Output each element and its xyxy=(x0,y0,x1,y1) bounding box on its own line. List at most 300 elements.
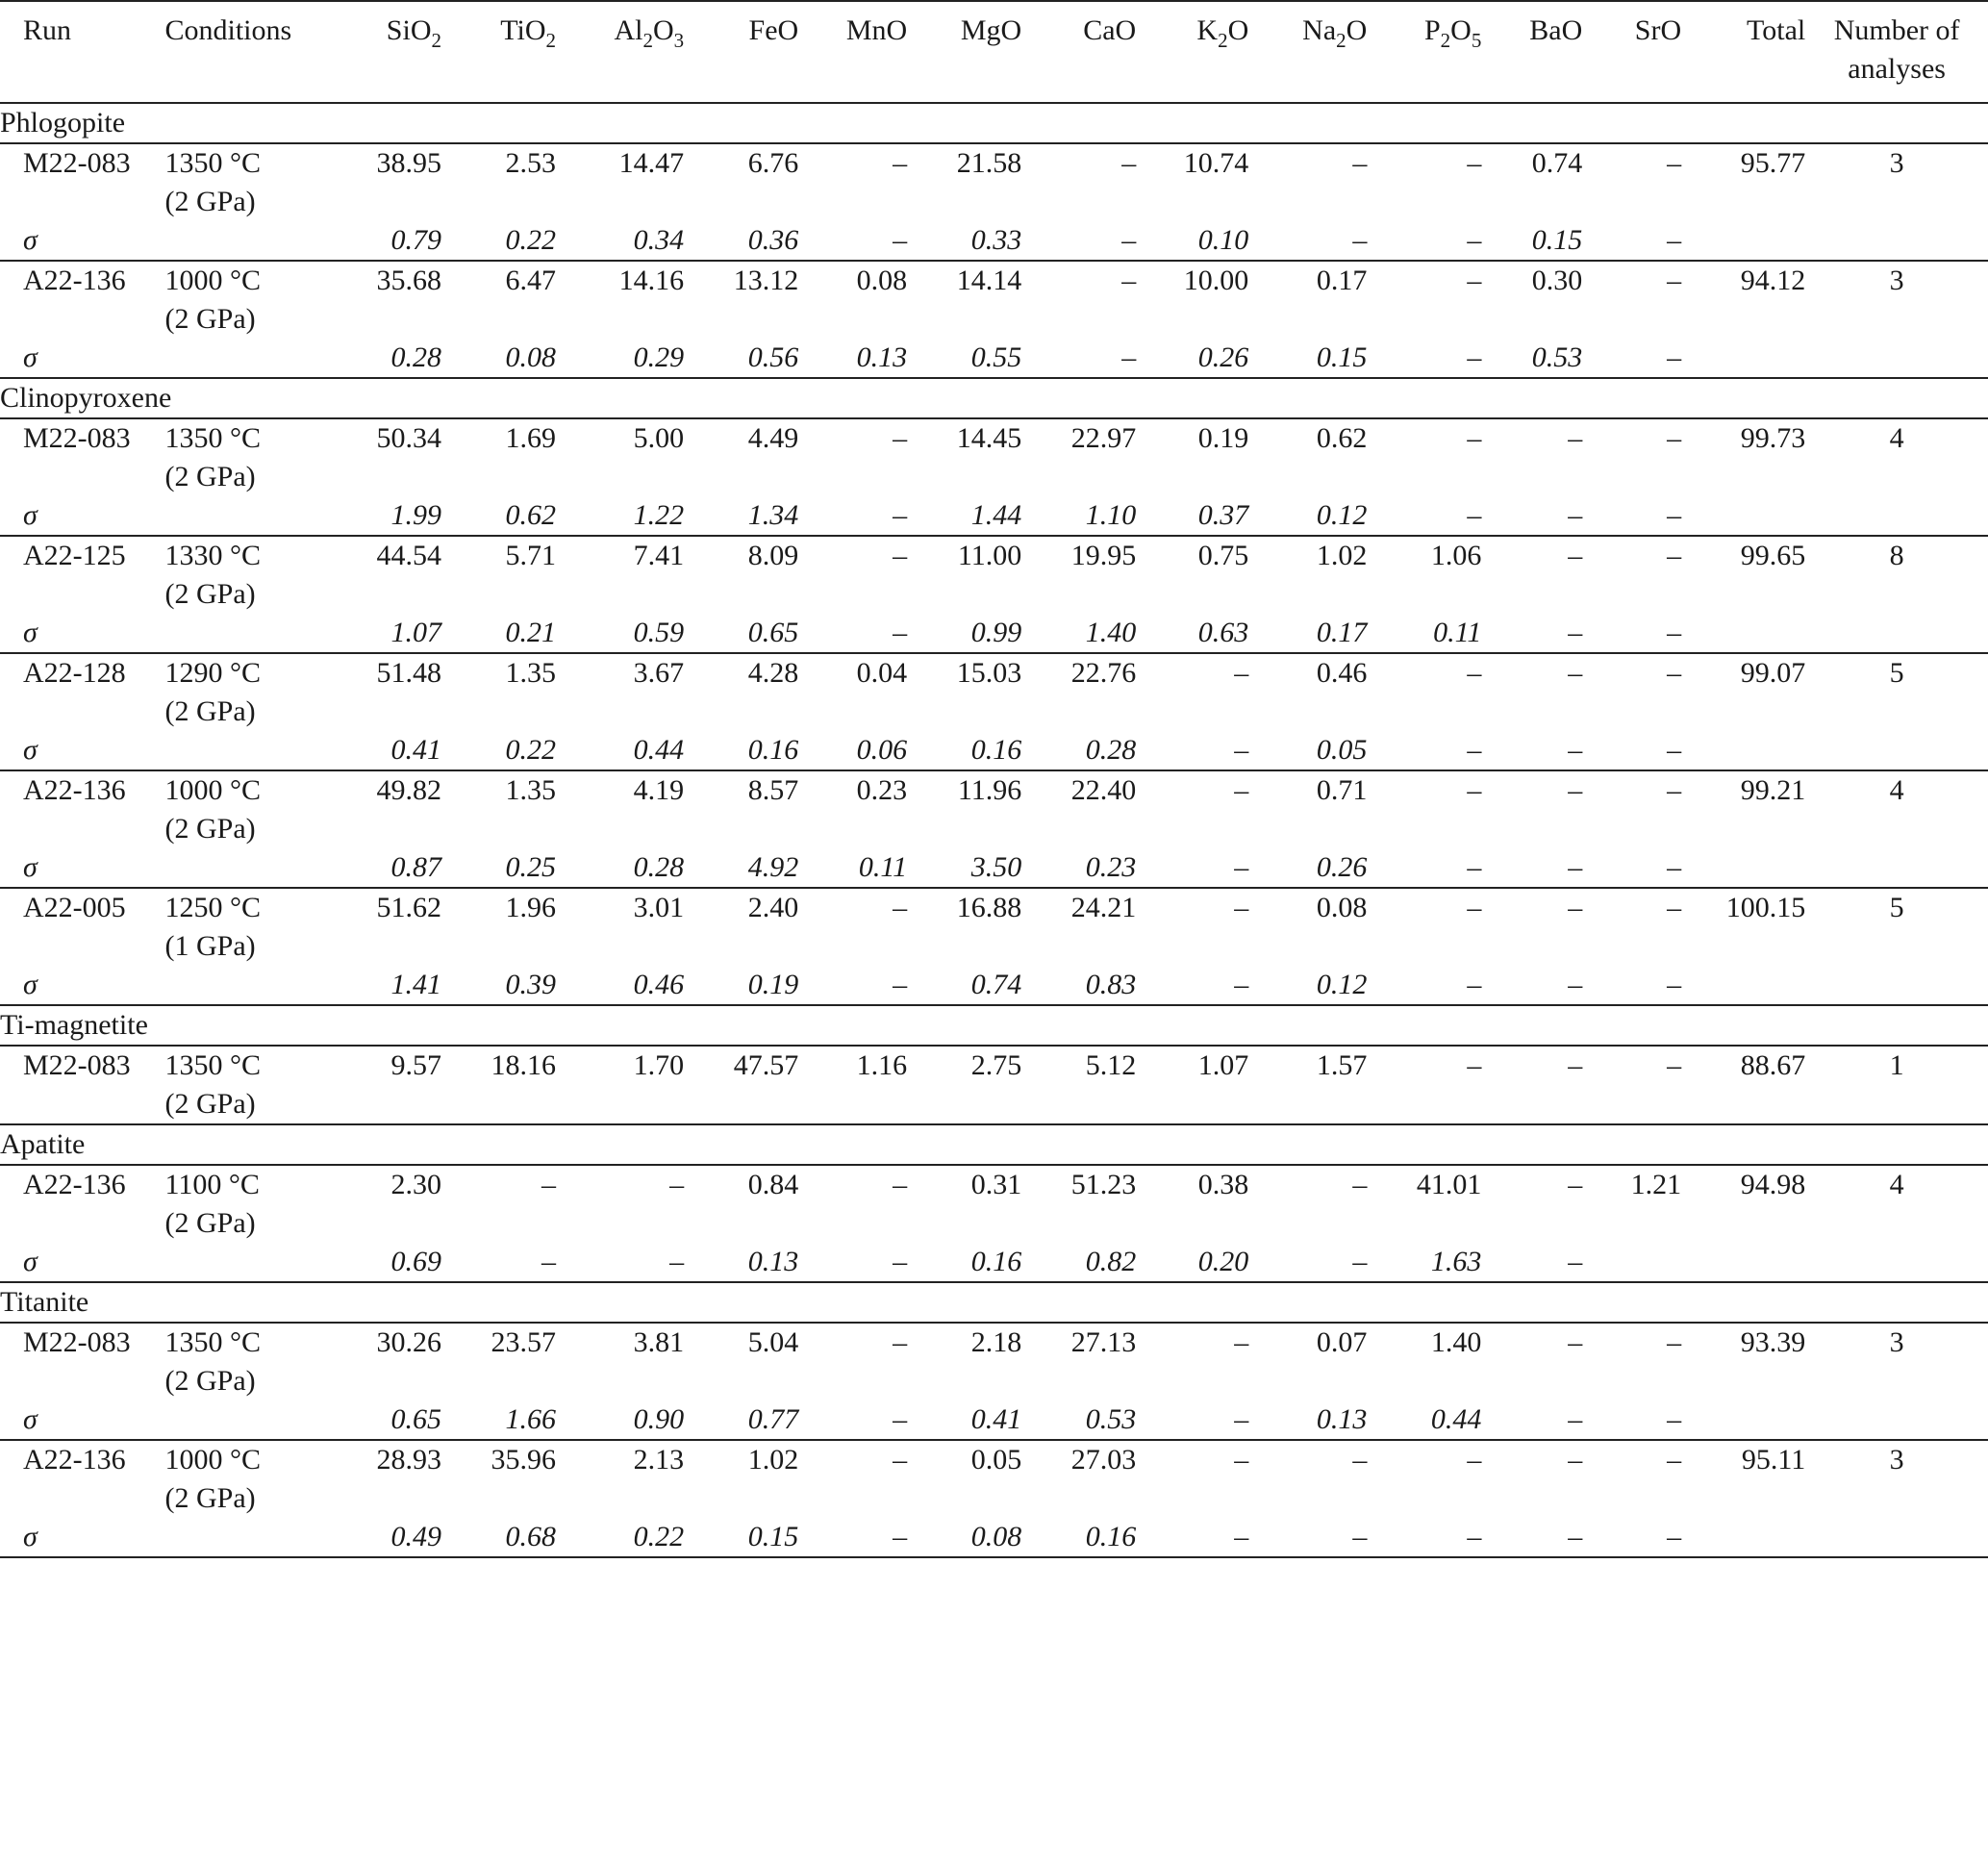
value-cell: 1.40 xyxy=(1430,1326,1482,1358)
value-cell: – xyxy=(1467,774,1482,806)
value-cell: 27.03 xyxy=(1070,1444,1137,1476)
value-cell: 51.62 xyxy=(376,892,441,923)
value-cell: 14.14 xyxy=(956,265,1022,296)
sigma-cell: – xyxy=(1136,1400,1248,1440)
sigma-label: σ xyxy=(0,1518,164,1557)
value-cell: 4.49 xyxy=(747,422,799,454)
sigma-cell: 0.90 xyxy=(556,1400,684,1440)
sigma-label: σ xyxy=(0,1243,164,1282)
value-cell: – xyxy=(1568,892,1583,923)
sigma-cell: 0.15 xyxy=(1248,339,1367,378)
value-cell: 0.30 xyxy=(1531,265,1583,296)
sigma-cell: – xyxy=(1367,731,1481,770)
value-cell: – xyxy=(893,540,908,571)
run-id-cell: A22-136 xyxy=(23,1169,126,1200)
value-cell: 1.96 xyxy=(505,892,557,923)
sigma-cell: 0.22 xyxy=(556,1518,684,1557)
value-cell: – xyxy=(1352,1444,1368,1476)
value-cell: 22.97 xyxy=(1070,422,1137,454)
value-cell: 41.01 xyxy=(1416,1169,1482,1200)
sigma-cell: 0.25 xyxy=(441,848,556,888)
value-cell: 0.07 xyxy=(1316,1326,1368,1358)
sigma-cell: 0.16 xyxy=(907,1243,1021,1282)
value-cell: – xyxy=(1568,422,1583,454)
analyses-count-cell: 8 xyxy=(1889,540,1904,571)
sigma-cell: 0.49 xyxy=(344,1518,441,1557)
sigma-cell: – xyxy=(1481,966,1582,1005)
header-run: Run xyxy=(0,1,164,103)
value-cell: – xyxy=(1667,265,1682,296)
value-cell: – xyxy=(1667,147,1682,179)
sigma-cell: – xyxy=(1582,1400,1681,1440)
total-cell: 99.21 xyxy=(1740,774,1806,806)
header-mgo: MgO xyxy=(907,1,1021,103)
sigma-cell: 0.39 xyxy=(441,966,556,1005)
table-row xyxy=(0,261,1988,339)
header-tio2: TiO$_2$ xyxy=(441,1,556,103)
sigma-cell: – xyxy=(1367,848,1481,888)
value-cell: 14.45 xyxy=(956,422,1022,454)
pressure: (2 GPa) xyxy=(164,186,256,217)
empty-cell xyxy=(164,221,344,261)
value-cell: 23.57 xyxy=(491,1326,557,1358)
value-cell: 2.40 xyxy=(747,892,799,923)
sigma-cell: 0.87 xyxy=(344,848,441,888)
conditions-cell xyxy=(164,1165,344,1243)
sigma-row xyxy=(0,966,1988,1005)
sigma-cell: 1.22 xyxy=(556,496,684,536)
sigma-cell: 0.13 xyxy=(798,339,907,378)
sigma-cell: 0.28 xyxy=(344,339,441,378)
value-cell: – xyxy=(1467,422,1482,454)
empty-cell xyxy=(1681,221,1805,261)
sigma-cell: 0.37 xyxy=(1136,496,1248,536)
conditions-cell xyxy=(164,888,344,966)
value-cell: 0.23 xyxy=(856,774,908,806)
value-cell: 2.75 xyxy=(907,1046,1021,1124)
analyses-count-cell: 4 xyxy=(1889,774,1904,806)
value-cell: – xyxy=(893,422,908,454)
sigma-cell: 0.11 xyxy=(798,848,907,888)
sigma-cell: – xyxy=(1582,221,1681,261)
value-cell: 8.57 xyxy=(747,774,799,806)
value-cell: 19.95 xyxy=(1070,540,1137,571)
sigma-label: σ xyxy=(0,848,164,888)
sigma-cell: – xyxy=(1481,1400,1582,1440)
value-cell: – xyxy=(1352,1169,1368,1200)
empty-cell xyxy=(1681,614,1805,653)
run-id-cell: A22-128 xyxy=(23,657,126,689)
value-cell: 0.08 xyxy=(856,265,908,296)
sigma-cell: – xyxy=(1367,966,1481,1005)
sigma-cell: – xyxy=(1481,731,1582,770)
sigma-cell: – xyxy=(1136,848,1248,888)
value-cell: – xyxy=(893,892,908,923)
run-id-cell: M22-083 xyxy=(23,422,131,454)
sigma-cell: – xyxy=(1582,496,1681,536)
sigma-cell: – xyxy=(1481,848,1582,888)
sigma-cell: – xyxy=(798,614,907,653)
value-cell: – xyxy=(893,1326,908,1358)
sigma-cell: – xyxy=(1367,1518,1481,1557)
sigma-cell: 0.41 xyxy=(344,731,441,770)
empty-cell xyxy=(1805,731,1988,770)
sigma-cell: 1.34 xyxy=(684,496,798,536)
analyses-count-cell: 3 xyxy=(1889,1326,1904,1358)
sigma-cell: 0.21 xyxy=(441,614,556,653)
sigma-cell: 0.46 xyxy=(556,966,684,1005)
sigma-cell: 0.23 xyxy=(1021,848,1136,888)
sigma-cell: 0.16 xyxy=(684,731,798,770)
table-row xyxy=(0,1165,1988,1243)
sigma-cell: – xyxy=(1248,1243,1367,1282)
sigma-cell: – xyxy=(1582,731,1681,770)
temperature: 1350 °C xyxy=(164,1326,261,1358)
empty-cell xyxy=(1805,221,1988,261)
sigma-cell: – xyxy=(798,1400,907,1440)
sigma-row xyxy=(0,221,1988,261)
empty-cell xyxy=(164,848,344,888)
sigma-label: σ xyxy=(0,614,164,653)
sigma-cell: 0.08 xyxy=(441,339,556,378)
empty-cell xyxy=(1681,496,1805,536)
sigma-cell: – xyxy=(1136,731,1248,770)
sigma-cell: – xyxy=(798,496,907,536)
sigma-cell: 0.20 xyxy=(1136,1243,1248,1282)
sigma-cell: 0.44 xyxy=(1367,1400,1481,1440)
value-cell: – xyxy=(1568,540,1583,571)
value-cell: 1.35 xyxy=(505,774,557,806)
value-cell: – xyxy=(1352,147,1368,179)
value-cell: – xyxy=(1467,892,1482,923)
sigma-cell: 3.50 xyxy=(907,848,1021,888)
value-cell: 1.57 xyxy=(1248,1046,1367,1124)
value-cell: 51.48 xyxy=(376,657,441,689)
value-cell: – xyxy=(1481,1046,1582,1124)
temperature: 1000 °C xyxy=(164,774,261,806)
temperature: 1100 °C xyxy=(164,1169,260,1200)
pressure: (2 GPa) xyxy=(164,303,256,335)
run-id-cell: A22-005 xyxy=(23,892,126,923)
value-cell: 16.88 xyxy=(956,892,1022,923)
sigma-cell: – xyxy=(1481,1518,1582,1557)
sigma-row xyxy=(0,496,1988,536)
empty-cell xyxy=(164,966,344,1005)
sigma-cell: 0.15 xyxy=(684,1518,798,1557)
run-id-cell: M22-083 xyxy=(23,1326,131,1358)
header-conditions: Conditions xyxy=(164,1,344,103)
value-cell: – xyxy=(1568,1444,1583,1476)
value-cell: – xyxy=(1667,540,1682,571)
sigma-cell: 0.55 xyxy=(907,339,1021,378)
table-row xyxy=(0,143,1988,221)
value-cell: 21.58 xyxy=(956,147,1022,179)
value-cell: – xyxy=(1234,892,1249,923)
sigma-cell: 1.99 xyxy=(344,496,441,536)
sigma-cell: 0.74 xyxy=(907,966,1021,1005)
value-cell: 13.12 xyxy=(733,265,799,296)
value-cell: 0.17 xyxy=(1316,265,1368,296)
value-cell: 0.62 xyxy=(1316,422,1368,454)
value-cell: 28.93 xyxy=(376,1444,441,1476)
empty-cell xyxy=(164,614,344,653)
sigma-cell: 0.34 xyxy=(556,221,684,261)
sigma-cell: – xyxy=(441,1243,556,1282)
section-header-row xyxy=(0,1282,1988,1323)
value-cell: 1.02 xyxy=(1316,540,1368,571)
run-id-cell: A22-136 xyxy=(23,1444,126,1476)
sigma-cell: 0.19 xyxy=(684,966,798,1005)
value-cell: 0.46 xyxy=(1316,657,1368,689)
value-cell: 1.02 xyxy=(747,1444,799,1476)
analyses-count-cell: 3 xyxy=(1889,147,1904,179)
total-cell: 93.39 xyxy=(1740,1326,1806,1358)
value-cell: 22.76 xyxy=(1070,657,1137,689)
table-row xyxy=(0,888,1988,966)
sigma-label: σ xyxy=(0,221,164,261)
sigma-cell: – xyxy=(798,1243,907,1282)
value-cell: 3.81 xyxy=(633,1326,685,1358)
sigma-cell xyxy=(1582,1243,1681,1282)
value-cell: 11.96 xyxy=(957,774,1022,806)
value-cell: 14.16 xyxy=(618,265,685,296)
value-cell: – xyxy=(1234,774,1249,806)
sigma-cell: 0.62 xyxy=(441,496,556,536)
temperature: 1250 °C xyxy=(164,892,261,923)
total-cell: 99.07 xyxy=(1740,657,1806,689)
value-cell: – xyxy=(1467,657,1482,689)
sigma-cell: – xyxy=(1481,496,1582,536)
value-cell: 0.05 xyxy=(970,1444,1022,1476)
value-cell: 47.57 xyxy=(684,1046,798,1124)
value-cell: – xyxy=(1568,774,1583,806)
value-cell: 5.12 xyxy=(1021,1046,1136,1124)
sigma-cell: 4.92 xyxy=(684,848,798,888)
sigma-cell: 0.69 xyxy=(344,1243,441,1282)
sigma-cell: 1.07 xyxy=(344,614,441,653)
value-cell: 10.00 xyxy=(1183,265,1249,296)
run-id-cell: A22-136 xyxy=(23,265,126,296)
sigma-cell: – xyxy=(1582,848,1681,888)
conditions-cell xyxy=(164,1440,344,1518)
value-cell: – xyxy=(1234,657,1249,689)
temperature: 1350 °C xyxy=(164,147,261,179)
sigma-cell: 0.28 xyxy=(556,848,684,888)
value-cell: – xyxy=(1568,1169,1583,1200)
value-cell: – xyxy=(1667,422,1682,454)
value-cell: – xyxy=(1467,1444,1482,1476)
conditions-cell xyxy=(164,143,344,221)
sigma-cell: – xyxy=(1582,339,1681,378)
table-row xyxy=(0,1440,1988,1518)
sigma-cell: 0.68 xyxy=(441,1518,556,1557)
value-cell: 0.31 xyxy=(970,1169,1022,1200)
sigma-cell: 0.16 xyxy=(907,731,1021,770)
sigma-cell: 0.82 xyxy=(1021,1243,1136,1282)
value-cell: 3.67 xyxy=(633,657,685,689)
sigma-cell: 0.33 xyxy=(907,221,1021,261)
conditions-cell xyxy=(164,1046,344,1124)
sigma-cell: – xyxy=(1481,1243,1582,1282)
sigma-cell: 0.11 xyxy=(1367,614,1481,653)
value-cell: 38.95 xyxy=(376,147,441,179)
sigma-cell: 0.79 xyxy=(344,221,441,261)
sigma-row xyxy=(0,339,1988,378)
sigma-cell: 0.17 xyxy=(1248,614,1367,653)
run-id-cell: M22-083 xyxy=(23,147,131,179)
section-header-row xyxy=(0,103,1988,143)
value-cell: 5.00 xyxy=(633,422,685,454)
value-cell: 0.74 xyxy=(1531,147,1583,179)
header-mno: MnO xyxy=(798,1,907,103)
empty-cell xyxy=(164,731,344,770)
conditions-cell xyxy=(164,653,344,731)
header-p2o5: $P_2O_5$ xyxy=(1367,1,1481,103)
empty-cell xyxy=(1681,1400,1805,1440)
value-cell: 6.47 xyxy=(505,265,557,296)
value-cell: 2.13 xyxy=(633,1444,685,1476)
value-cell: – xyxy=(1467,265,1482,296)
empty-cell xyxy=(1681,339,1805,378)
value-cell: 9.57 xyxy=(344,1046,441,1124)
sigma-cell: 0.41 xyxy=(907,1400,1021,1440)
sigma-row xyxy=(0,848,1988,888)
value-cell: 44.54 xyxy=(376,540,441,571)
sigma-cell: 0.53 xyxy=(1481,339,1582,378)
value-cell: – xyxy=(1121,147,1137,179)
sigma-cell: 0.63 xyxy=(1136,614,1248,653)
value-cell: 27.13 xyxy=(1070,1326,1137,1358)
sigma-cell: 0.44 xyxy=(556,731,684,770)
total-cell: 100.15 xyxy=(1725,892,1806,923)
section-title: Ti-magnetite xyxy=(0,1005,1988,1046)
header-total: Total xyxy=(1681,1,1805,103)
run-id-cell: A22-136 xyxy=(23,774,126,806)
sigma-cell: 0.13 xyxy=(684,1243,798,1282)
sigma-cell: – xyxy=(1021,339,1136,378)
value-cell: – xyxy=(1568,1326,1583,1358)
total-cell: 94.98 xyxy=(1740,1169,1806,1200)
analyses-count-cell: 5 xyxy=(1889,892,1904,923)
value-cell: – xyxy=(541,1169,557,1200)
section-title: Clinopyroxene xyxy=(0,378,1988,418)
value-cell: – xyxy=(1667,892,1682,923)
header-al2o3: $Al_2O_3$ xyxy=(556,1,684,103)
pressure: (2 GPa) xyxy=(164,813,256,845)
sigma-cell: 0.65 xyxy=(684,614,798,653)
value-cell: – xyxy=(893,1444,908,1476)
sigma-cell: 0.16 xyxy=(1021,1518,1136,1557)
sigma-cell: 1.63 xyxy=(1367,1243,1481,1282)
value-cell: 1.06 xyxy=(1430,540,1482,571)
value-cell: 2.18 xyxy=(970,1326,1022,1358)
sigma-row xyxy=(0,1400,1988,1440)
table-row xyxy=(0,770,1988,848)
value-cell: – xyxy=(1667,1326,1682,1358)
empty-cell xyxy=(1805,1400,1988,1440)
value-cell: 2.30 xyxy=(390,1169,441,1200)
header-sro: SrO xyxy=(1582,1,1681,103)
value-cell: 11.00 xyxy=(957,540,1022,571)
empty-cell xyxy=(1681,1243,1805,1282)
sigma-cell: – xyxy=(556,1243,684,1282)
empty-cell xyxy=(164,339,344,378)
temperature: 1000 °C xyxy=(164,265,261,296)
value-cell: 30.26 xyxy=(376,1326,441,1358)
table-row xyxy=(0,418,1988,496)
empty-cell xyxy=(1805,1518,1988,1557)
value-cell: – xyxy=(1367,1046,1481,1124)
sigma-cell: – xyxy=(1248,221,1367,261)
header-number-of-analyses: Number of analyses xyxy=(1805,1,1988,103)
table-body xyxy=(0,103,1988,1557)
table-row xyxy=(0,536,1988,614)
sigma-cell: 0.12 xyxy=(1248,496,1367,536)
analyses-count-cell: 5 xyxy=(1889,657,1904,689)
sigma-cell: – xyxy=(1367,221,1481,261)
empty-cell xyxy=(164,1243,344,1282)
analyses-count-cell: 1 xyxy=(1805,1046,1988,1124)
sigma-cell: 0.77 xyxy=(684,1400,798,1440)
empty-cell xyxy=(1681,1518,1805,1557)
sigma-cell: – xyxy=(1582,614,1681,653)
pressure: (2 GPa) xyxy=(164,1088,256,1120)
value-cell: 8.09 xyxy=(747,540,799,571)
header-row xyxy=(0,1,1988,103)
header-feo: FeO xyxy=(684,1,798,103)
sigma-cell: – xyxy=(1248,1518,1367,1557)
sigma-cell: 0.22 xyxy=(441,731,556,770)
value-cell: 1.69 xyxy=(505,422,557,454)
conditions-cell xyxy=(164,536,344,614)
sigma-cell: 0.53 xyxy=(1021,1400,1136,1440)
empty-cell xyxy=(164,1400,344,1440)
pressure: (1 GPa) xyxy=(164,930,256,962)
header-k2o: $K_2O$ xyxy=(1136,1,1248,103)
table-row xyxy=(0,1046,1988,1124)
sigma-cell: – xyxy=(1582,966,1681,1005)
value-cell: 18.16 xyxy=(441,1046,556,1124)
sigma-row xyxy=(0,731,1988,770)
total-cell: 99.73 xyxy=(1740,422,1806,454)
value-cell: 5.71 xyxy=(505,540,557,571)
value-cell: – xyxy=(1234,1326,1249,1358)
value-cell: – xyxy=(669,1169,685,1200)
sigma-label: σ xyxy=(0,339,164,378)
sigma-cell: – xyxy=(1136,1518,1248,1557)
empty-cell xyxy=(164,1518,344,1557)
sigma-cell: 0.08 xyxy=(907,1518,1021,1557)
empty-cell xyxy=(1681,966,1805,1005)
empty-cell xyxy=(1681,731,1805,770)
sigma-label: σ xyxy=(0,1400,164,1440)
sigma-cell: 0.65 xyxy=(344,1400,441,1440)
value-cell: 1.70 xyxy=(556,1046,684,1124)
section-header-row xyxy=(0,1124,1988,1165)
total-cell: 88.67 xyxy=(1681,1046,1805,1124)
value-cell: 6.76 xyxy=(747,147,799,179)
value-cell: 35.68 xyxy=(376,265,441,296)
empty-cell xyxy=(1681,848,1805,888)
empty-cell xyxy=(164,496,344,536)
sigma-label: σ xyxy=(0,496,164,536)
sigma-cell: – xyxy=(798,221,907,261)
conditions-cell xyxy=(164,261,344,339)
empty-cell xyxy=(1805,614,1988,653)
sigma-cell: 1.44 xyxy=(907,496,1021,536)
pressure: (2 GPa) xyxy=(164,461,256,492)
value-cell: – xyxy=(1234,1444,1249,1476)
